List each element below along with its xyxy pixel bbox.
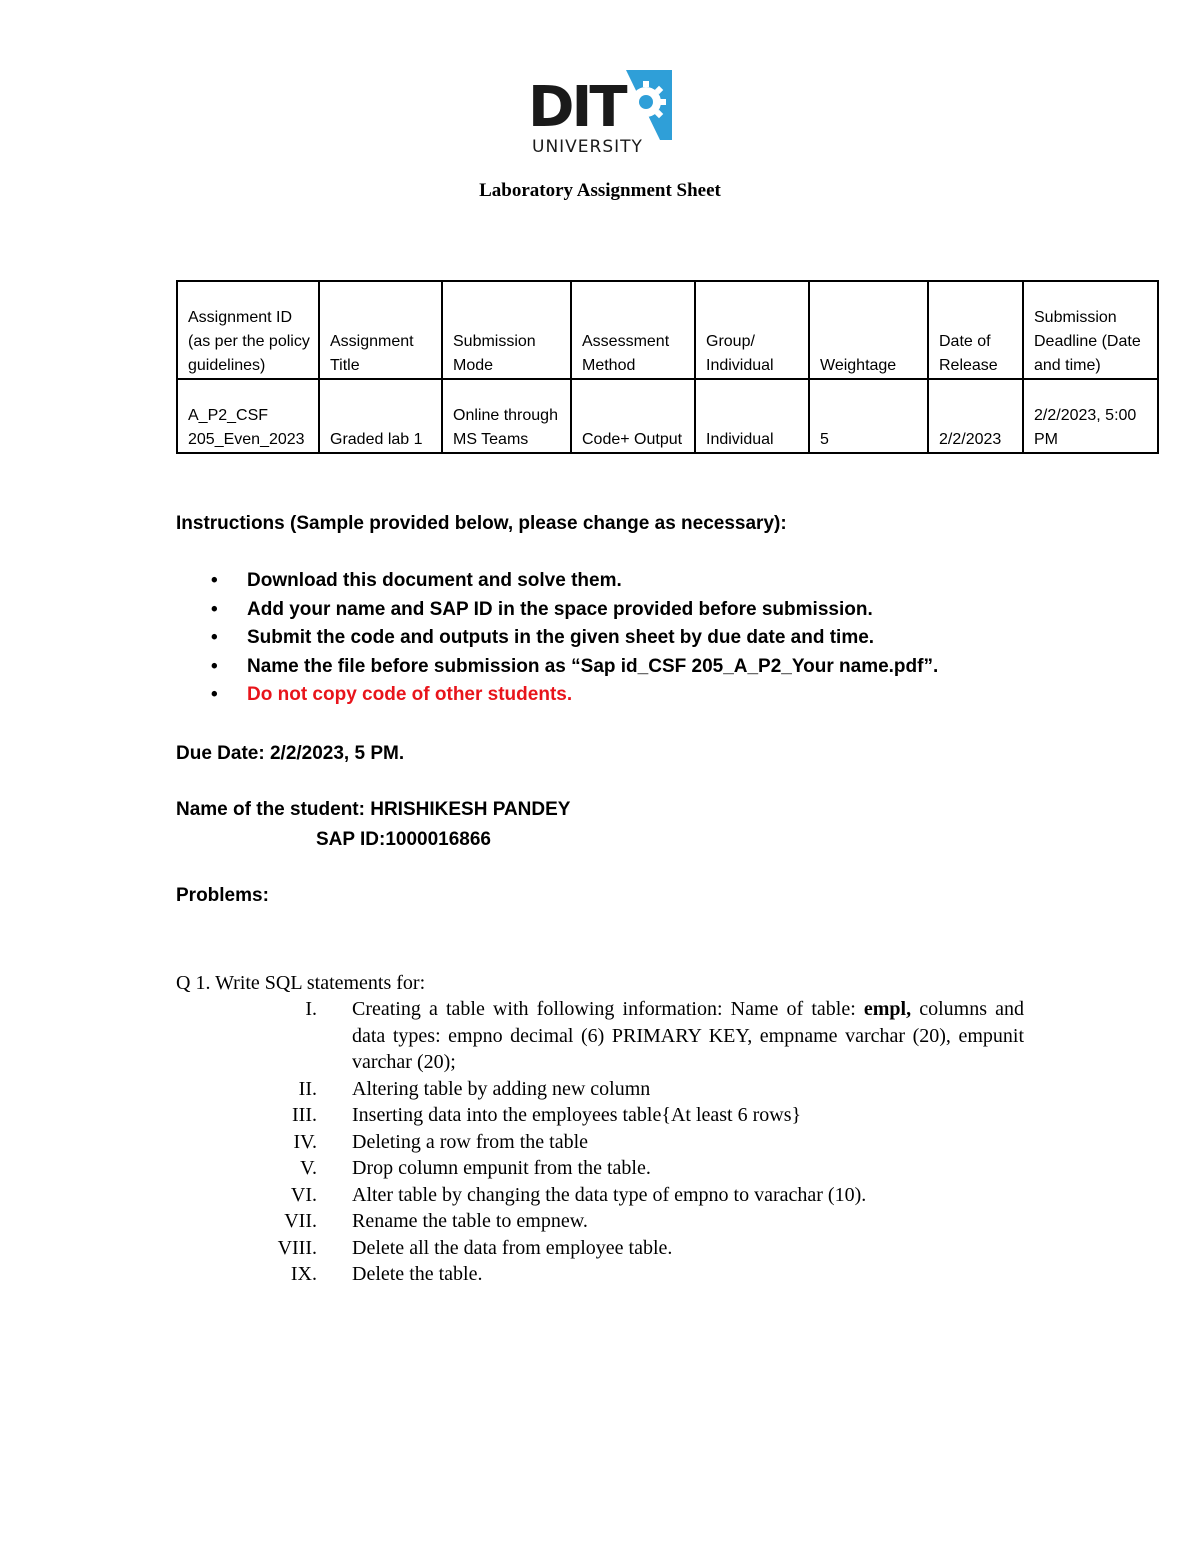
- list-item: [176, 1076, 1024, 1103]
- due-date: [176, 742, 404, 766]
- table-cell: Online through MS Teams: [442, 379, 571, 453]
- item-text: Delete all the data from employee table.: [352, 1236, 673, 1259]
- item-number: I.: [305, 998, 317, 1020]
- header-cell: Date of Release: [928, 281, 1023, 379]
- item-number: III.: [292, 1104, 317, 1126]
- item-text: [352, 996, 1024, 1076]
- item-number: V.: [300, 1157, 317, 1179]
- list-item: [176, 1182, 1024, 1209]
- list-item: [176, 1102, 1024, 1129]
- table-cell: 2/2/2023, 5:00 PM: [1023, 379, 1158, 453]
- instruction-text: Name the file before submission as “Sap id_CSF 205_A_P2_Your name.pdf”.: [247, 655, 939, 677]
- bullet-icon: •: [211, 598, 218, 620]
- assignment-table: [176, 280, 1159, 454]
- bullet-icon: •: [211, 570, 218, 591]
- item-text: Inserting data into the employees table{At least 6 rows}: [352, 1104, 802, 1126]
- page-title: Laboratory Assignment Sheet: [479, 180, 721, 201]
- item-number: VI.: [290, 1183, 317, 1206]
- list-item: [176, 653, 938, 682]
- bullet-icon: •: [211, 655, 218, 677]
- header-cell: Weightage: [809, 281, 928, 379]
- logo-subtext: UNIVERSITY: [532, 137, 643, 157]
- item-text: Altering table by adding new column: [352, 1077, 651, 1100]
- table-row: [177, 379, 1158, 453]
- header-cell: Assignment ID (as per the policy guidelines): [177, 281, 319, 379]
- table-cell: 2/2/2023: [928, 379, 1023, 453]
- item-text-part: columns and data types: empno decimal (6) PRIMARY KEY, empname varchar (20), empunit varchar (20);: [352, 998, 1024, 1073]
- bullet-icon: •: [211, 684, 218, 705]
- list-item: [176, 996, 1024, 1076]
- list-item: [176, 567, 938, 596]
- item-text: Alter table by changing the data type of empno to varachar (10).: [352, 1183, 867, 1206]
- item-number: IX.: [290, 1263, 317, 1285]
- instruction-text: Do not copy code of other students.: [247, 684, 573, 705]
- header-cell: Group/ Individual: [695, 281, 809, 379]
- instruction-text: Download this document and solve them.: [247, 570, 622, 591]
- header-cell: Assessment Method: [571, 281, 695, 379]
- problems-heading: Problems:: [176, 885, 269, 906]
- table-cell: 5: [809, 379, 928, 453]
- table-cell: Individual: [695, 379, 809, 453]
- list-item-warning: [176, 681, 938, 710]
- question-intro: Q 1. Write SQL statements for:: [176, 972, 426, 994]
- due-date-value: 2/2/2023, 5 PM.: [269, 743, 405, 764]
- header-cell: Submission Deadline (Date and time): [1023, 281, 1158, 379]
- list-item: [176, 1155, 1024, 1182]
- bullet-icon: •: [211, 627, 218, 648]
- instructions-list: [176, 567, 938, 710]
- gear-icon: [626, 68, 674, 140]
- header-cell: Submission Mode: [442, 281, 571, 379]
- item-text: Drop column empunit from the table.: [352, 1157, 651, 1179]
- item-text: Rename the table to empnew.: [352, 1210, 588, 1232]
- item-number: VIII.: [277, 1236, 317, 1259]
- item-number: VII.: [284, 1210, 317, 1232]
- due-date-label: Due Date:: [176, 743, 265, 764]
- table-cell: A_P2_CSF 205_Even_2023: [177, 379, 319, 453]
- table-name-bold: empl,: [863, 998, 912, 1020]
- item-text-part: Creating a table with following information: Name of table:: [352, 998, 864, 1020]
- item-text: Delete the table.: [352, 1263, 483, 1285]
- item-number: II.: [298, 1077, 317, 1100]
- list-item: [176, 1261, 1024, 1288]
- table-cell: Code+ Output: [571, 379, 695, 453]
- table-header-row: [177, 281, 1158, 379]
- table-cell: Graded lab 1: [319, 379, 442, 453]
- list-item: [176, 1129, 1024, 1156]
- list-item: [176, 624, 938, 653]
- list-item: [176, 1208, 1024, 1235]
- instruction-text: Submit the code and outputs in the given sheet by due date and time.: [247, 627, 875, 648]
- student-name: Name of the student: HRISHIKESH PANDEY: [176, 799, 571, 820]
- instructions-heading: Instructions (Sample provided below, please change as necessary):: [176, 513, 787, 534]
- list-item: [176, 1235, 1024, 1262]
- logo-wordmark: DIT: [528, 75, 625, 140]
- dit-university-logo: [528, 68, 674, 160]
- instruction-text: Add your name and SAP ID in the space provided before submission.: [247, 598, 873, 620]
- list-item: [176, 596, 938, 625]
- problems-list: [176, 970, 1024, 1288]
- header-cell: Assignment Title: [319, 281, 442, 379]
- item-text: Deleting a row from the table: [352, 1130, 589, 1153]
- student-sap-id: SAP ID:1000016866: [316, 829, 491, 850]
- item-number: IV.: [293, 1130, 317, 1153]
